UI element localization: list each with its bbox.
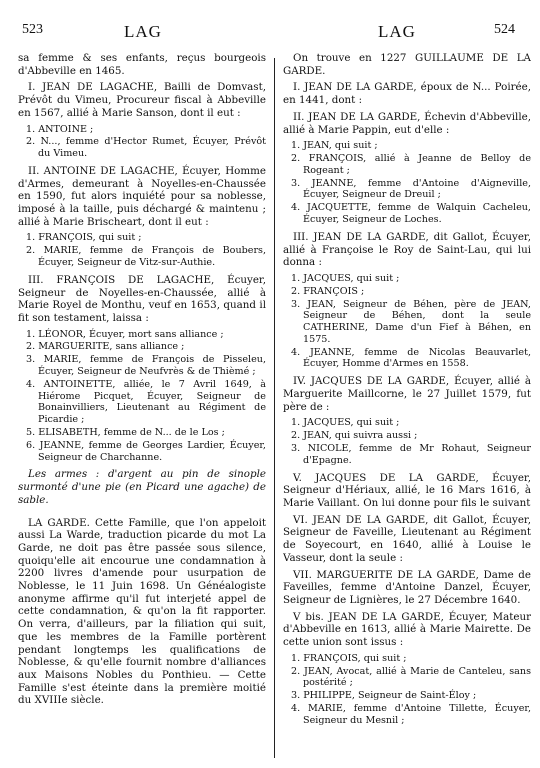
list-item: 3. JEAN, Seigneur de Béhen, père de JEAN, Seigneur de Béhen, dont la seule CATHERINE, Dame d'un Fief à Béhen, en 1575. [291,298,531,345]
list-item: 1. ANTOINE ; [26,123,94,135]
genealogy-paragraph: I. JEAN DE LAGACHE, Bailli de Domvast, Prévôt du Vimeu, Procureur fiscal à Abbeville en 1567, allié à Marie Sanson, dont il eut : [18,81,266,119]
genealogy-paragraph: LA GARDE. Cette Famille, que l'on appeloit aussi La Warde, traduction picarde du mot La Garde, ne doit pas être passée sous silence, quoiqu'elle ait encourue une condamnation à 2200 livres d'amende pour usurpation de Noblesse, le 11 Juin 1698. Un Généalogiste anonyme affirme qu'il fut interjeté appel de cette condamnation, & qu'on la fit rapporter. On verra, d'ailleurs, par la filiation qui suit, que les membres de la Famille portèrent pendant longtemps les qualifications de Noblesse, & qu'elle fournit nombre d'alliances aux Maisons Nobles du Ponthieu. — Cette Famille s'est éteinte dans la première moitié du XVIIIe siècle. [18,516,266,707]
genealogy-paragraph: VI. JEAN DE LA GARDE, dit Gallot, Écuyer, Seigneur de Faveille, Lieutenant au Régiment de Soyecourt, en 1640, allié à Louise le Vasseur, dont la seule : [283,513,531,564]
list-item: 2. MARIE, femme de François de Boubers, Écuyer, Seigneur de Vitz-sur-Authie. [26,245,266,269]
genealogy-paragraph: IV. JACQUES DE LA GARDE, Écuyer, allié à Marguerite Maillcorne, le 27 Juillet 1579, fut père de : [283,375,531,413]
genealogy-paragraph: III. FRANÇOIS DE LAGACHE, Écuyer, Seigneur de Noyelles-en-Chaussée, allié à Marie Royel de Monthu, veuf en 1653, quand il fit son testament, laissa : [18,273,266,324]
left-page-number: 523 [22,22,43,37]
children-list [283,417,531,466]
genealogy-paragraph: II. JEAN DE LA GARDE, Échevin d'Abbeville, allié à Marie Pappin, eut d'elle : [283,110,531,136]
children-list [283,273,531,370]
genealogy-paragraph: V bis. JEAN DE LA GARDE, Écuyer, Mateur d'Abbeville en 1613, allié à Marie Mairette. De cette union sont issus : [283,610,531,649]
list-item: 1. FRANÇOIS, qui suit ; [291,652,407,664]
right-running-head: LAG [378,22,416,41]
genealogy-paragraph: On trouve en 1227 GUILLAUME DE LA GARDE. [283,52,531,77]
right-page-number: 524 [494,22,515,37]
list-item: 2. N..., femme d'Hector Rumet, Écuyer, Prévôt du Vimeu. [26,136,266,160]
children-list [283,140,531,226]
list-item: 3. MARIE, femme de François de Pisseleu, Écuyer, Seigneur de Neufvrès & de Thièmé ; [26,354,266,378]
list-item: 3. NICOLE, femme de Mr Rohaut, Seigneur d'Epagne. [291,442,531,466]
list-item: 1. LÉONOR, Écuyer, mort sans alliance ; [26,328,224,340]
list-item: 1. JACQUES, qui suit ; [291,417,400,429]
list-item: 3. JEANNE, femme d'Antoine d'Aigneville, Écuyer, Seigneur de Dreuil ; [291,177,531,201]
list-item: 1. FRANÇOIS, qui suit ; [26,232,142,244]
right-text-column [283,52,531,766]
genealogy-paragraph: I. JEAN DE LA GARDE, époux de N... Poirée, en 1441, dont : [283,81,531,107]
left-text-column [18,52,266,766]
list-item: 3. PHILIPPE, Seigneur de Saint-Éloy ; [291,690,477,702]
list-item: 2. FRANÇOIS ; [291,285,365,297]
list-item: 1. JACQUES, qui suit ; [291,272,400,284]
children-list [18,329,266,464]
list-item: 4. ANTOINETTE, alliée, le 7 Avril 1649, à Hiérome Picquet, Écuyer, Seigneur de Bonainvilliers, Lieutenant au Régiment de Picardie ; [26,378,266,426]
list-item: 4. JEANNE, femme de Nicolas Beauvarlet, Écuyer, Homme d'Armes en 1558. [291,346,531,370]
left-running-head: LAG [124,22,162,41]
list-item: 4. JACQUETTE, femme de Walquin Cacheleu, Écuyer, Seigneur de Loches. [291,202,531,225]
list-item: 5. ELISABETH, femme de N... de le Los ; [26,427,225,438]
genealogy-paragraph: III. JEAN DE LA GARDE, dit Gallot, Écuyer, allié à Françoise le Roy de Saint-Lau, qui lui donna : [283,230,531,269]
children-list [18,124,266,160]
list-item: 1. JEAN, qui suit ; [291,140,378,152]
list-item: 2. MARGUERITE, sans alliance ; [26,341,185,353]
list-item: 2. JEAN, Avocat, allié à Marie de Canteleu, sans postérité ; [291,665,531,689]
list-item: 4. MARIE, femme d'Antoine Tillette, Écuyer, Seigneur du Mesnil ; [291,702,531,726]
list-item: 6. JEANNE, femme de Georges Lardier, Écuyer, Seigneur de Charchanne. [26,439,266,463]
children-list [18,232,266,268]
genealogy-paragraph: V. JACQUES DE LA GARDE, Écuyer, Seigneur d'Hériaux, allié, le 16 Mars 1616, à Marie Vaillant. On lui donne pour fils le suivant [283,471,531,509]
genealogy-paragraph: sa femme & ses enfants, reçus bourgeois d'Abbeville en 1465. [18,52,266,77]
genealogy-paragraph: II. ANTOINE DE LAGACHE, Écuyer, Homme d'Armes, demeurant à Noyelles-en-Chaussée en 1590, fut alors inquiété pour sa noblesse, imposé à la taille, puis déchargé & maintenu ; allié à Marie Brischeart, dont il eut : [18,164,266,228]
column-divider-rule [274,58,275,758]
genealogy-paragraph: VII. MARGUERITE DE LA GARDE, Dame de Faveilles, femme d'Antoine Danzel, Écuyer, Seigneur de Lignières, le 27 Décembre 1640. [283,568,531,606]
list-item: 2. JEAN, qui suivra aussi ; [291,430,418,442]
list-item: 2. FRANÇOIS, allié à Jeanne de Belloy de Rogeant ; [291,153,531,176]
children-list [283,653,531,727]
coat-of-arms-paragraph: Les armes : d'argent au pin de sinople surmonté d'une pie (en Picard une agache) de sable. [18,468,266,506]
